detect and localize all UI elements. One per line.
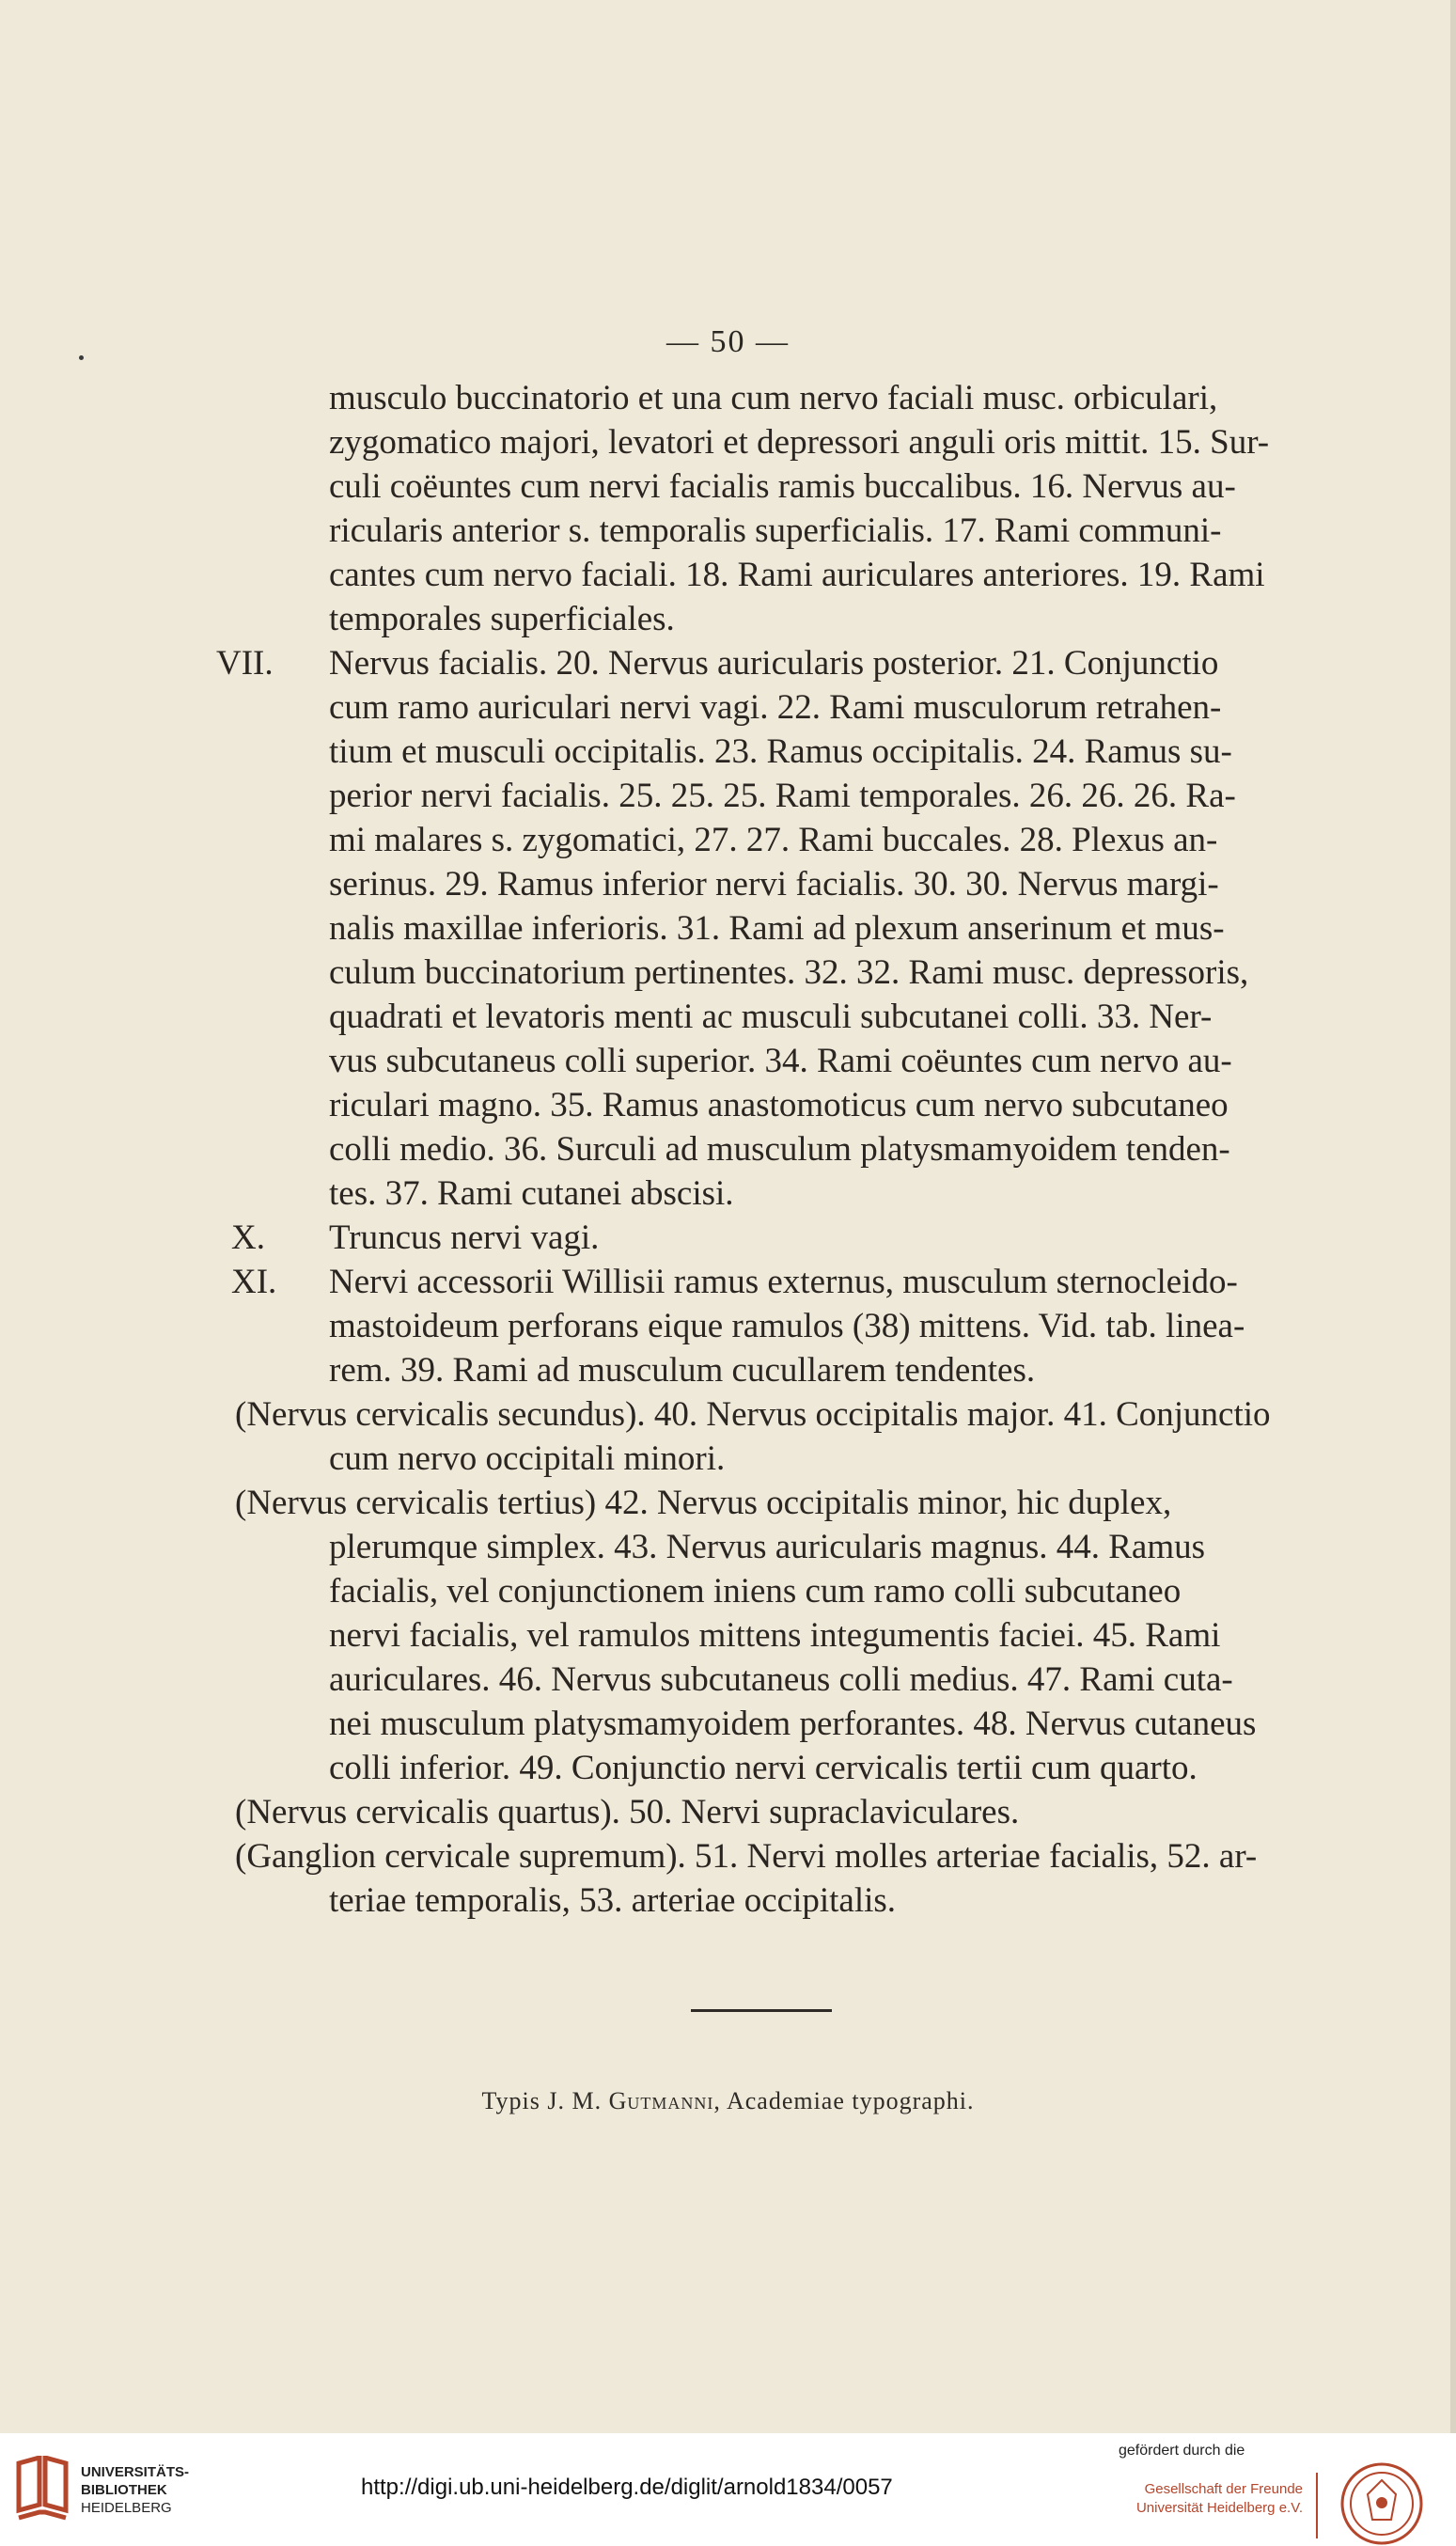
line-text: rem. 39. Rami ad musculum cucullarem tendentes. <box>329 1351 1036 1390</box>
line-text: plerumque simplex. 43. Nervus auricularis magnus. 44. Ramus <box>329 1528 1206 1566</box>
university-seal-icon <box>1339 2461 1424 2546</box>
line-text: ricularis anterior s. temporalis superficialis. 17. Rami communi- <box>329 511 1222 550</box>
sponsor-label: gefördert durch die <box>1119 2443 1245 2459</box>
printer-name: Gutmanni <box>608 2087 714 2114</box>
line-text: serinus. 29. Ramus inferior nervi facialis. 30. 30. Nervus margi- <box>329 865 1219 904</box>
line-text: musculo buccinatorio et una cum nervo faciali musc. orbiculari, <box>329 379 1218 417</box>
line-text: colli inferior. 49. Conjunctio nervi cervicalis tertii cum quarto. <box>329 1749 1198 1787</box>
text-line <box>235 1392 1384 1437</box>
text-line <box>231 1216 1384 1260</box>
page-number: — 50 — <box>666 324 790 359</box>
text-line <box>235 1437 1384 1481</box>
line-text: (Ganglion cervicale supremum). 51. Nervi molles arteriae facialis, 52. ar- <box>235 1837 1258 1876</box>
line-text: zygomatico majori, levatori et depressori anguli oris mittit. 15. Sur- <box>329 423 1270 462</box>
line-text: cum ramo auriculari nervi vagi. 22. Rami musculorum retrahen- <box>329 688 1222 727</box>
line-text: culum buccinatorium pertinentes. 32. 32. Rami musc. depressoris, <box>329 953 1249 992</box>
sponsor-name <box>1087 2480 1303 2518</box>
line-text: Nervi accessorii Willisii ramus externus, musculum sternocleido- <box>329 1263 1238 1301</box>
line-text: nervi facialis, vel ramulos mittens integumentis faciei. 45. Rami <box>329 1616 1221 1655</box>
text-line <box>235 1613 1384 1658</box>
sponsor-line-1: Gesellschaft der Freunde <box>1144 2481 1303 2497</box>
text-line <box>235 1083 1384 1127</box>
section-numeral: XI. <box>231 1263 277 1301</box>
colophon <box>0 2087 1456 2115</box>
text-line <box>235 509 1384 553</box>
line-text: Truncus nervi vagi. <box>329 1218 600 1257</box>
text-line <box>235 1525 1384 1569</box>
line-text: colli medio. 36. Surculi ad musculum platysmamyoidem tenden- <box>329 1130 1230 1169</box>
line-text: facialis, vel conjunctionem iniens cum ramo colli subcutaneo <box>329 1572 1182 1611</box>
text-line <box>235 597 1384 641</box>
text-line <box>235 1658 1384 1702</box>
text-line <box>235 995 1384 1039</box>
text-line <box>235 951 1384 995</box>
text-line <box>235 1746 1384 1790</box>
line-text: quadrati et levatoris menti ac musculi subcutanei colli. 33. Ner- <box>329 998 1213 1036</box>
line-text: perior nervi facialis. 25. 25. 25. Rami temporales. 26. 26. 26. Ra- <box>329 777 1236 815</box>
text-line <box>235 730 1384 774</box>
text-line <box>235 1569 1384 1613</box>
library-name <box>81 2463 189 2517</box>
digitization-footer <box>0 2433 1456 2546</box>
line-text: riculari magno. 35. Ramus anastomoticus cum nervo subcutaneo <box>329 1086 1229 1124</box>
section-numeral: VII. <box>216 644 274 683</box>
text-line <box>235 1834 1384 1878</box>
text-line <box>235 1304 1384 1348</box>
line-text: (Nervus cervicalis tertius) 42. Nervus occipitalis minor, hic duplex, <box>235 1484 1172 1522</box>
line-text: teriae temporalis, 53. arteriae occipitalis. <box>329 1881 897 1920</box>
text-line <box>235 1878 1384 1923</box>
text-line <box>235 1702 1384 1746</box>
text-line <box>235 1039 1384 1083</box>
line-text: nalis maxillae inferioris. 31. Rami ad plexum anserinum et mus- <box>329 909 1225 948</box>
colophon-prefix: Typis J. M. <box>481 2087 609 2114</box>
text-line <box>235 1127 1384 1171</box>
line-text: vus subcutaneus colli superior. 34. Rami coëuntes cum nervo au- <box>329 1042 1232 1080</box>
library-logo-icon <box>13 2456 71 2529</box>
text-line <box>235 818 1384 862</box>
text-line <box>235 464 1384 509</box>
text-line <box>235 906 1384 951</box>
page-edge <box>1450 0 1456 2433</box>
line-text: Nervus facialis. 20. Nervus auricularis posterior. 21. Conjunctio <box>329 644 1219 683</box>
library-line-2: BIBLIOTHEK <box>81 2482 167 2498</box>
line-text: tes. 37. Rami cutanei abscisi. <box>329 1174 734 1213</box>
line-text: auriculares. 46. Nervus subcutaneus colli medius. 47. Rami cuta- <box>329 1660 1233 1699</box>
text-line <box>235 553 1384 597</box>
colophon-suffix: , Academiae typographi. <box>713 2087 975 2114</box>
sponsor-line-2: Universität Heidelberg e.V. <box>1135 2500 1303 2516</box>
line-text: (Nervus cervicalis secundus). 40. Nervus occipitalis major. 41. Conjunctio <box>235 1395 1271 1434</box>
line-text: culi coëuntes cum nervi facialis ramis buccalibus. 16. Nervus au- <box>329 467 1236 506</box>
line-text: tium et musculi occipitalis. 23. Ramus occipitalis. 24. Ramus su- <box>329 732 1232 771</box>
text-line <box>235 1481 1384 1525</box>
end-rule <box>691 2009 832 2012</box>
line-text: mastoideum perforans eique ramulos (38) mittens. Vid. tab. linea- <box>329 1307 1245 1345</box>
text-line <box>235 376 1384 420</box>
text-line <box>231 1260 1384 1304</box>
text-line <box>235 774 1384 818</box>
section-numeral: X. <box>231 1218 265 1257</box>
line-text: nei musculum platysmamyoidem perforantes. 48. Nervus cutaneus <box>329 1705 1257 1743</box>
sponsor-divider <box>1316 2473 1318 2538</box>
text-line <box>235 1790 1384 1834</box>
line-text: mi malares s. zygomatici, 27. 27. Rami buccales. 28. Plexus an- <box>329 821 1218 859</box>
permalink[interactable]: http://digi.ub.uni-heidelberg.de/diglit/arnold1834/0057 <box>361 2475 893 2500</box>
line-text: cum nervo occipitali minori. <box>329 1439 726 1478</box>
line-text: cantes cum nervo faciali. 18. Rami auriculares anteriores. 19. Rami <box>329 556 1265 594</box>
text-line <box>235 685 1384 730</box>
line-text: temporales superficiales. <box>329 600 675 638</box>
library-line-3: HEIDELBERG <box>81 2500 172 2516</box>
text-line <box>216 641 1384 685</box>
library-line-1: UNIVERSITÄTS- <box>81 2464 190 2480</box>
text-line <box>235 420 1384 464</box>
text-line <box>235 862 1384 906</box>
line-text: (Nervus cervicalis quartus). 50. Nervi supraclaviculares. <box>235 1793 1020 1831</box>
text-line <box>235 1171 1384 1216</box>
text-line <box>235 1348 1384 1392</box>
body-text <box>216 376 1384 1923</box>
